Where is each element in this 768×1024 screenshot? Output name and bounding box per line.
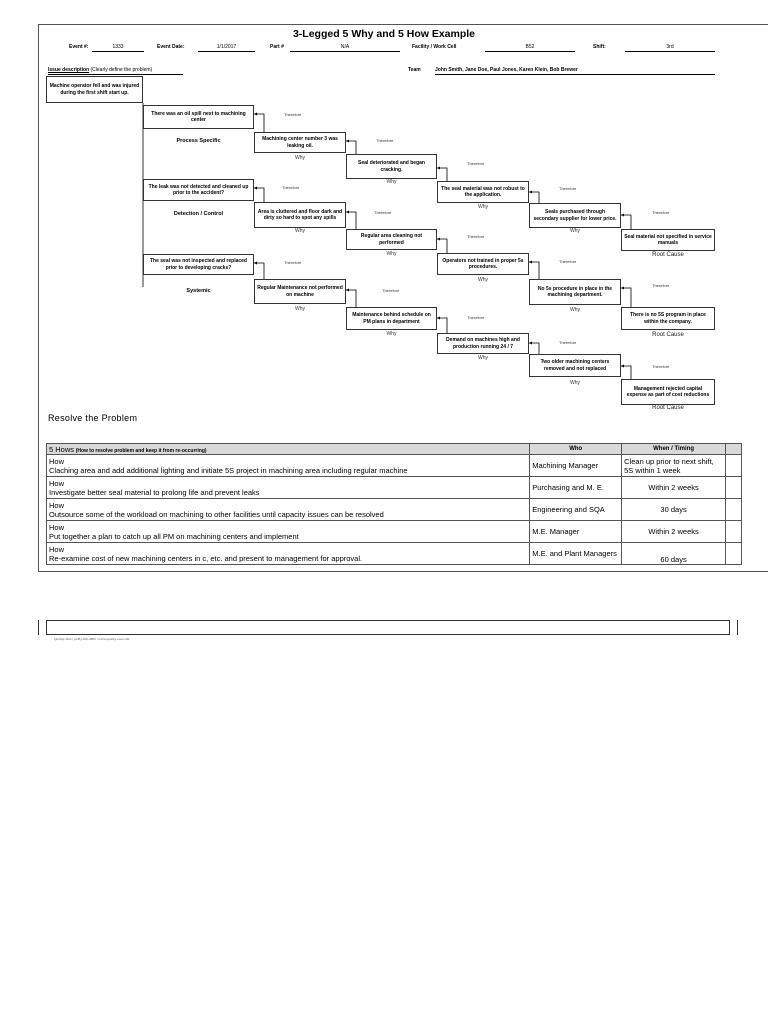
team-label: Team [408,67,421,73]
therefore-label: Therefore [559,186,577,191]
team-value: John Smith, Jane Doe, Paul Jones, Karen Klein, Bob Brewer [435,67,715,75]
leg1-why-1: Machining center number 3 was leaking oil. [254,132,346,153]
how-text: Claching area and add additional lighting and initiate 5S project in machining area including regular machine [49,465,408,475]
why-label: Why [478,355,488,361]
therefore-label: Therefore [467,161,485,166]
when-cell: Within 2 weeks [622,477,726,499]
leg3-why-3: Demand on machines high and production running 24 / 7 [437,333,529,354]
leg3-statement: The seal was not inspected and replaced prior to developing cracks? [143,254,254,275]
therefore-label: Therefore [467,234,485,239]
who-cell: M.E. Manager [530,521,622,543]
part-label: Part # [270,44,284,50]
leg1-why-3: The seal material was not robust to the application. [437,181,529,203]
spacer-cell [726,543,742,565]
table-row [47,499,742,521]
why-label: Why [295,306,305,312]
facility-value: B52 [485,44,575,52]
spacer-cell [726,444,742,455]
how-label: How [49,456,65,466]
why-label: Why [478,204,488,210]
hows-header-title: 5 Hows [49,444,75,454]
when-cell: Clean up prior to next shift, 5S within 1 week [622,455,726,477]
table-row [47,455,742,477]
table-row [47,477,742,499]
who-cell: Engineering and SQA [530,499,622,521]
leg3-why-2: Maintenance behind schedule on PM plans in department [346,307,437,330]
therefore-label: Therefore [652,283,670,288]
spacer-cell [726,455,742,477]
shift-value: 3rd [625,44,715,52]
why-label: Why [478,277,488,283]
resolve-heading: Resolve the Problem [48,413,138,423]
issue-description-label: Issue description [48,67,90,73]
leg2-why-2: Regular area cleaning not performed [346,229,437,250]
leg1-statement: There was an oil spill next to machining center [143,105,254,129]
issue-description-box: Machine operator fell and was injured during the first shift start up. [46,76,143,103]
why-label: Why [570,307,580,313]
event-number-label: Event #: [69,44,89,50]
leg2-category: Detection / Control [173,211,224,217]
therefore-label: Therefore [284,260,302,265]
issue-description-hint: (Clearly define the problem) [90,67,153,73]
therefore-label: Therefore [284,112,302,117]
facility-label: Facility / Work Cell [412,44,457,50]
root-cause-label: Root Cause [652,332,684,338]
hows-header-note: (How to resolve problem and keep it from re-occurring) [75,447,207,454]
event-date-label: Event Date: [157,44,185,50]
therefore-label: Therefore [376,138,394,143]
spacer-cell [726,499,742,521]
therefore-label: Therefore [652,364,670,369]
leg2-statement: The leak was not detected and cleaned up prior to the accident? [143,179,254,201]
who-header: Who [530,444,622,455]
how-label: How [49,522,65,532]
footer-divider-right [737,620,738,635]
how-label: How [49,544,65,554]
when-header: When / Timing [622,444,726,455]
when-cell: Within 2 weeks [622,521,726,543]
root-cause-label: Root Cause [652,252,684,258]
table-row [47,521,742,543]
footer-note: Quality-One | (248) 280-4800 | www.quality-one.com [54,637,130,641]
therefore-label: Therefore [652,210,670,215]
table-header-row [47,444,742,455]
table-row [47,543,742,565]
why-label: Why [386,331,397,337]
why-label: Why [570,380,580,386]
therefore-label: Therefore [559,340,577,345]
leg3-root-cause-box: Management rejected capital expense as part of cost reductions [621,379,715,405]
leg2-root-cause-box: There is no 5S program in place within the company. [621,307,715,330]
how-text: Re-examine cost of new machining centers in c, etc. and present to management for approval. [49,553,363,563]
therefore-label: Therefore [374,210,392,215]
hows-header [47,444,530,455]
leg1-why-4: Seals purchased through secondary supplier for lower price. [529,203,621,228]
footer-divider-left [38,620,39,635]
spacer-cell [726,521,742,543]
root-cause-label: Root Cause [652,405,684,411]
therefore-label: Therefore [559,259,577,264]
how-text: Outsource some of the workload on machining to other facilities until capacity issues can be resolved [49,509,384,519]
why-label: Why [295,155,305,161]
who-cell: Purchasing and M. E. [530,477,622,499]
why-label: Why [570,228,580,234]
leg3-category: Systemic [186,288,211,294]
leg3-why-4: Two older machining centers removed and not replaced [529,354,621,377]
why-label: Why [295,228,305,234]
why-label: Why [386,179,397,185]
who-cell: M.E. and Plant Managers [530,543,622,565]
therefore-label: Therefore [467,315,485,320]
five-hows-table [46,443,742,565]
when-cell: 60 days [622,543,726,565]
leg1-why-2: Seal deteriorated and began cracking. [346,154,437,179]
how-text: Put together a plan to catch up all PM on machining centers and implement [49,531,299,541]
why-label: Why [386,251,397,257]
who-cell: Machining Manager [530,455,622,477]
shift-label: Shift: [593,44,606,50]
therefore-label: Therefore [282,185,300,190]
therefore-label: Therefore [382,288,400,293]
when-cell: 30 days [622,499,726,521]
leg1-category: Process Specific [176,138,221,144]
event-number-value: 1333 [92,44,144,52]
page-title: 3-Legged 5 Why and 5 How Example [292,28,476,40]
leg1-root-cause-box: Seal material not specified in service manuals [621,229,715,251]
how-label: How [49,478,65,488]
spacer-cell [726,477,742,499]
event-date-value: 1/1/2017 [198,44,255,52]
leg3-why-1: Regular Maintenance not performed on machine [254,279,346,304]
how-text: Investigate better seal material to prolong life and prevent leaks [49,487,260,497]
footer-box [46,620,730,635]
how-label: How [49,500,65,510]
leg2-why-4: No 5s procedure in place in the machining department. [529,279,621,305]
leg2-why-3: Operators not trained in proper 5s procedures. [437,253,529,275]
issue-description-line [48,67,183,75]
leg2-why-1: Area is cluttered and floor dark and dirty so hard to spot any spills [254,202,346,228]
part-value: N/A [290,44,400,52]
